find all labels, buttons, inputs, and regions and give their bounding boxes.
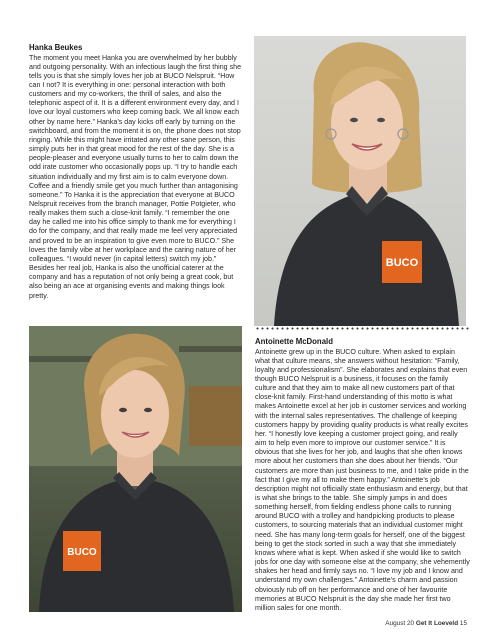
dotted-divider: [255, 327, 471, 330]
portrait-illustration-hanka: [254, 36, 466, 326]
page-footer: [385, 620, 467, 627]
portrait-photo-hanka: [254, 36, 466, 326]
story-heading-hanka: Hanka Beukes: [29, 43, 83, 52]
portrait-illustration-antoinette: [29, 326, 242, 612]
story-body-antoinette: Antoinette grew up in the BUCO culture. When asked to explain what that culture means, she answers without hesitation: “Family, loyalty and professionalism”. She elaborates and explains that even though BUCO Nelspruit is a business, it focuses on the family culture and that they aim to make all new customers part of that close-knit family. First-hand understanding of this motto is what makes Antoinette excel at her job in customer services and working with the internal sales representatives. The challenge of keeping customers happy by providing quality products is what really excites her. “I honestly love keeping a customer project going, and really aim to help even more to improve our customer service.” It is obvious that she lives for her job, and laughs that she often knows more about her customers than she does about her friends. “Our customers are more than just business to me, and I take pride in the fact that I give my all to make them happy.” Antoinette’s job description might not officially state enthusiasm and energy, but that is what she brings to the table. She simply jumps in and does something herself, from fielding endless phone calls to running around BUCO with a trolley and handpicking products to please customers, to sourcing materials that an individual customer might need. She has many long-term goals for herself, one of the biggest being to get the stock sorted in such a way that she immediately knows where what is kept. When asked if she would like to switch jobs for one day with someone else at the company, she vehemently shakes her head and firmly says no. “I love my job and I know and understand my own challenges.” Antoinette’s charm and passion obviously rub off on her performance and one of her favourite memories at BUCO Nelspruit is the day she made her first two million sales for one month.: [255, 347, 470, 612]
footer-issue: August 20: [385, 620, 415, 627]
story-antoinette: [255, 337, 470, 613]
story-hanka: [29, 43, 242, 301]
buco-logo-text: BUCO: [67, 547, 97, 558]
portrait-photo-antoinette: [29, 326, 242, 612]
footer-magazine: Get It Loeveld: [415, 620, 459, 627]
page-number: 15: [459, 620, 467, 627]
story-heading-antoinette: Antoinette McDonald: [255, 337, 333, 346]
buco-logo-text: BUCO: [385, 257, 419, 269]
story-body-hanka: The moment you meet Hanka you are overwhelmed by her bubbly and outgoing personality. With an infectious laugh the first thing she tells you is that she simply loves her job at BUCO Nelspruit. “How can I not? It is everything in one: personal interaction with both customers and my co-workers, the thrill of sales, and also the telephonic aspect of it. It is a different environment every day, and I love our loyal customers who keep coming back. We all know each other by name here.” Hanka’s day kicks off early by turning on the switchboard, and from the moment it is on, the phone does not stop ringing. While this might have irritated any other sane person, this simply puts her in that great mood for the rest of the day. She is a people-pleaser and everyone usually turns to her to calm down the odd irate customer who occasionally pops up. “I try to handle each situation individually and my first aim is to calm everyone down. Coffee and a friendly smile get you much further than antagonising someone.” To Hanka it is the appreciation that everyone at BUCO Nelspruit receives from the branch manager, Pottie Potgieter, who really makes them such a close-knit family. “I remember the one day he called me into his office simply to thank me for everything I do for the company, and that really made me feel very appreciated and proved to be an inspiration to give even more to BUCO.” She loves the family vibe at her workplace and the caring nature of her colleagues. “I would never (in capital letters) switch my job.” Besides her real job, Hanka is also the unofficial caterer at the company and has a reputation of not only being a great cook, but also being an ace at organising events and making things look pretty.: [29, 53, 242, 300]
